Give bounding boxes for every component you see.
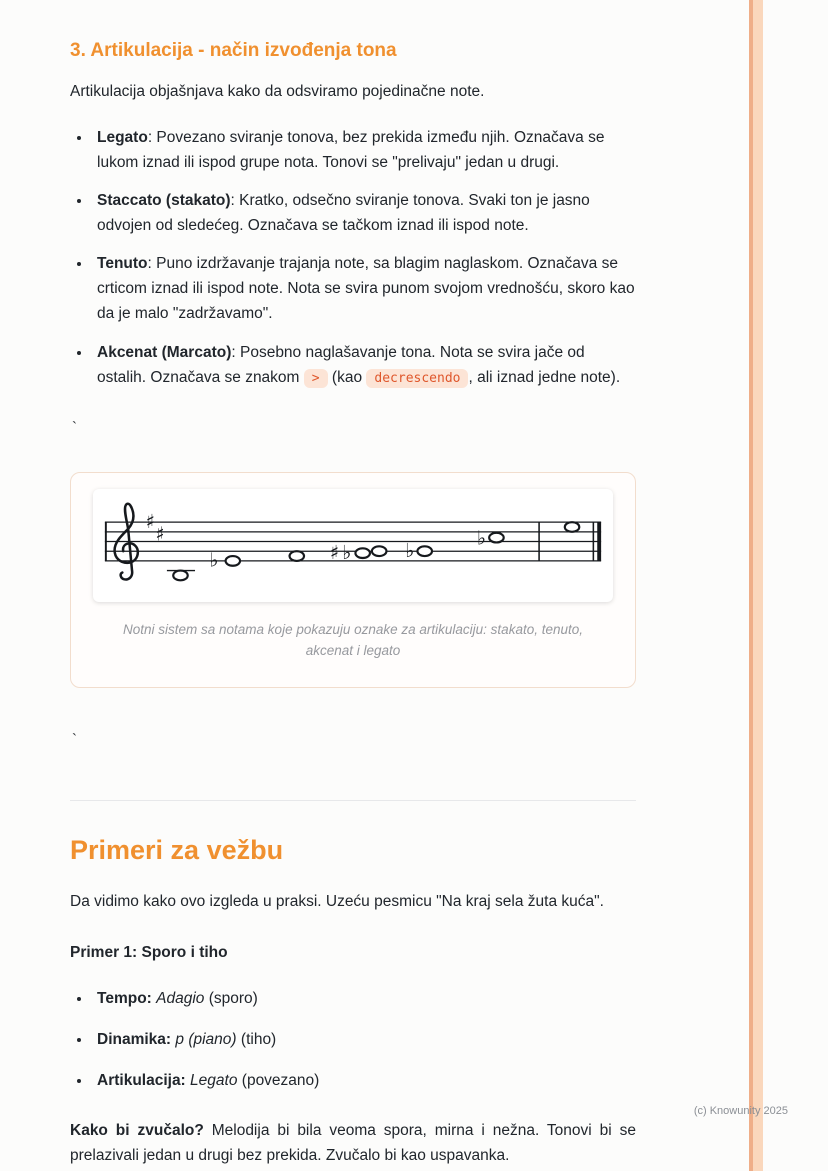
section-heading-artikulacija: 3. Artikulacija - način izvođenja tona <box>70 40 397 61</box>
list-item-text: : Puno izdržavanje trajanja note, sa blagim naglaskom. Označava se crticom iznad ili ispod note. Nota se svira punom svojom vrednošću, skoro kao da je malo "zadržavamo". <box>97 255 635 323</box>
list-item-staccato <box>92 188 636 238</box>
section-divider <box>70 800 636 801</box>
term-note: (povezano) <box>241 1072 320 1090</box>
list-item-text: , ali iznad jedne note). <box>468 368 621 386</box>
term-tenuto: Tenuto <box>97 255 148 273</box>
whole-note-icon <box>355 548 370 558</box>
list-item-legato <box>92 125 636 175</box>
term-artikulacija: Artikulacija: <box>97 1072 186 1090</box>
whole-note-icon <box>226 556 241 566</box>
term-akcenat: Akcenat (Marcato) <box>97 343 232 361</box>
term-value-italic: Legato <box>190 1072 238 1090</box>
list-item-text: : Povezano sviranje tonova, bez prekida između njih. Označava se lukom iznad ili ispod grupe nota. Tonovi se "prelivaju" jedan u drugi. <box>97 128 605 171</box>
page-edge-stripe <box>749 0 763 1171</box>
inline-code-decrescendo: decrescendo <box>366 369 468 388</box>
list-item-tempo <box>92 986 636 1011</box>
key-sharp-icon: ♯ <box>155 522 165 546</box>
whole-note-icon <box>290 551 305 561</box>
stray-backtick: ` <box>72 731 77 749</box>
list-item-text: : Posebno naglašavanje tona. Nota se svira jače od ostalih. Označava se znakom <box>97 343 585 386</box>
figure-caption: Notni sistem sa notama koje pokazuju oznake za artikulaciju: stakato, tenuto, akcenat i legato <box>123 621 583 658</box>
inline-code-accent-symbol: > <box>304 369 328 388</box>
section1-intro: Artikulacija objašnjava kako da odsviramo pojedinačne note. <box>70 83 485 100</box>
list-item-dinamika <box>92 1027 636 1052</box>
list-item-tenuto <box>92 251 636 326</box>
term-dinamika: Dinamika: <box>97 1031 172 1049</box>
flat-icon: ♭ <box>477 526 487 550</box>
term-value-italic: Adagio <box>156 990 205 1008</box>
section-heading-primeri: Primeri za vežbu <box>70 835 284 866</box>
document-content <box>70 40 636 1171</box>
key-sharp-icon: ♯ <box>145 509 155 533</box>
music-staff-svg <box>101 495 605 596</box>
whole-note-icon <box>372 546 387 556</box>
articulation-list <box>70 125 636 390</box>
term-note: (sporo) <box>208 990 258 1008</box>
staff-lines <box>105 522 601 561</box>
flat-icon: ♭ <box>405 538 415 562</box>
term-note: (tiho) <box>240 1031 277 1049</box>
figure-card <box>70 472 636 689</box>
list-item-text: (kao <box>331 368 363 386</box>
list-item-artikulacija <box>92 1068 636 1093</box>
example-subheading: Primer 1: Sporo i tiho <box>70 944 228 962</box>
example-list <box>70 986 636 1093</box>
sharp-icon: ♯ <box>329 540 340 564</box>
flat-icon: ♭ <box>342 540 352 564</box>
final-barline-thick <box>597 522 601 561</box>
term-legato: Legato <box>97 128 148 146</box>
list-item-akcenat <box>92 340 636 390</box>
closing-paragraph <box>70 1119 636 1169</box>
whole-note-icon <box>565 522 580 532</box>
whole-note-icon <box>417 546 432 556</box>
stray-backtick: ` <box>72 418 77 436</box>
closing-question: Kako bi zvučalo? <box>70 1122 204 1140</box>
whole-note-icon <box>489 533 504 543</box>
music-staff-image <box>93 489 613 602</box>
closing-text: Melodija bi bila veoma spora, mirna i nežna. Tonovi bi se prelazivali jedan u drugi bez prekida. Zvučalo bi kao uspavanka. <box>70 1122 636 1165</box>
term-tempo: Tempo: <box>97 990 152 1008</box>
term-staccato: Staccato (stakato) <box>97 192 231 210</box>
term-value-italic: p (piano) <box>175 1031 237 1049</box>
list-item-text: : Kratko, odsečno sviranje tonova. Svaki ton je jasno odvojen od sledećeg. Označava se tačkom iznad ili ispod note. <box>97 192 590 235</box>
flat-icon: ♭ <box>209 548 219 572</box>
section2-intro: Da vidimo kako ovo izgleda u praksi. Uzeću pesmicu "Na kraj sela žuta kuća". <box>70 893 604 911</box>
copyright-footer: (c) Knowunity 2025 <box>693 1105 788 1117</box>
whole-note-icon <box>173 570 188 580</box>
